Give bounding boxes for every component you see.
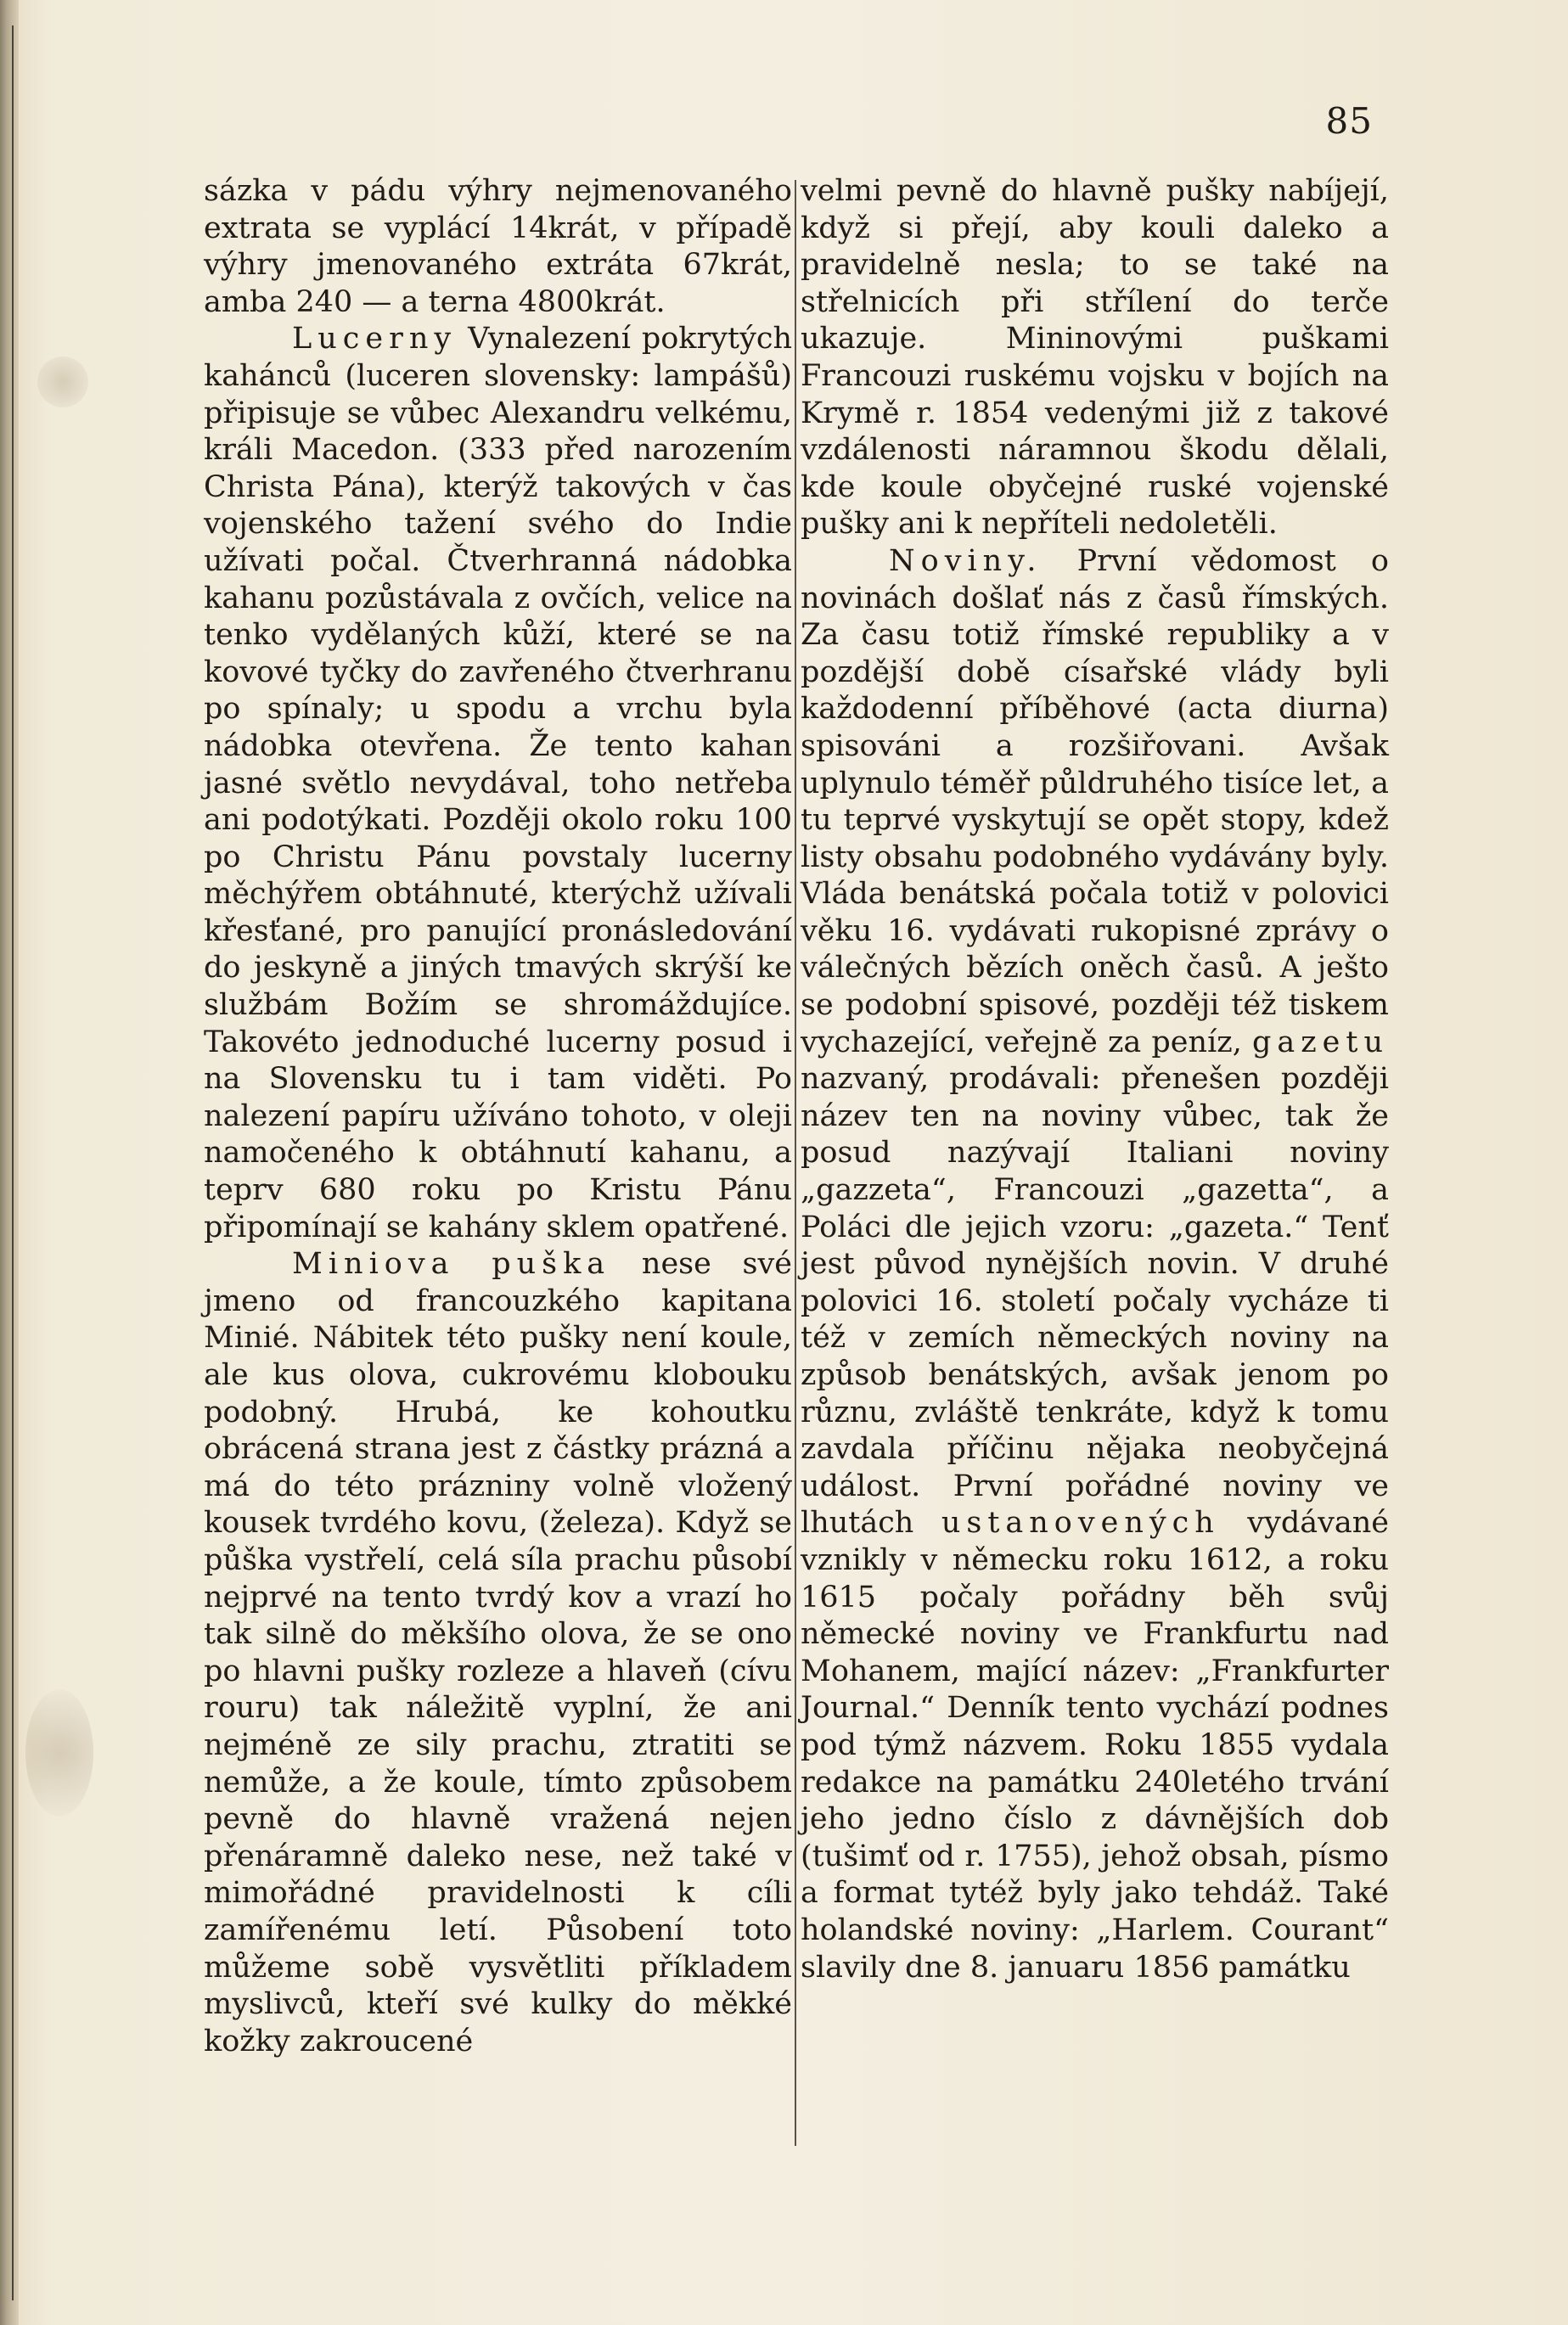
emphasis-ustanovenych: ustanovených (941, 1506, 1220, 1541)
paragraph-lottery-continued: sázka v pádu výhry nejmenovaného extrata se vyplácí 14krát, v případě výhry jmenovaného extráta 67krát, amba 240 — a terna 4800krát. (204, 174, 792, 319)
book-binding-edge (0, 0, 19, 2325)
paragraph-noviny (801, 543, 1389, 1986)
paragraph-lucerny (204, 321, 792, 1246)
paper-stain (37, 357, 88, 407)
entry-text-noviny-c: vydávané vznikly v německu roku 1612, a roku 1615 počaly pořádny běh svůj německé noviny ve Frankfurtu nad Mohanem, mající název: „Frankfurter Journal.“ Denník tento vychází podnes pod týmž názvem. Roku 1855 vydala redakce na památku 240letého trvání jeho jedno číslo z dávnějších dob (tušimť od r. 1755), jehož obsah, písmo a format tytéž byly jako tehdáž. Také holandské noviny: „Harlem. Courant“ slavily dne 8. januaru 1856 památku (801, 1506, 1390, 1985)
entry-text-miniova-puska: nese své jmeno od francouzkého kapitana Minié. Nábitek této pušky není koule, ale kus olova, cukrovému klobouku podobný. Hrubá, ke kohoutku obrácená strana jest z částky prázná a má do této prázniny volně vložený kousek tvrdého kovu, (železa). Když se půška vystřelí, celá síla prachu působí nejprvé na tento tvrdý kov a vrazí ho tak silně do měkšího olova, že se ono po hlavni pušky rozleze a hlaveň (cívu rouru) tak náležitě vyplní, že ani nejméně ze sily prachu, ztratiti se nemůže, a že koule, tímto způsobem pevně do hlavně vražená nejen přenáramně daleko nese, než také v mimořádné pravidelnosti k cíli zamířenému letí. Působení toto můžeme sobě vysvětliti příkladem myslivců, kteří své kulky do měkké kožky zakroucené (204, 1247, 792, 2058)
entry-text-lucerny: Vynalezení pokrytých kahánců (luceren slovensky: lampášů) připisuje se vůbec Alexandru velkému, králi Macedon. (333 před narozením Christa Pána), kterýž takových v čas vojenského tažení svého do Indie užívati počal. Čtverhranná nádobka kahanu pozůstávala z ovčích, velice na tenko vydělaných kůží, které se na kovové tyčky do zavřeného čtverhranu po spínaly; u spodu a vrchu byla nádobka otevřena. Že tento kahan jasné světlo nevydával, toho netřeba ani podotýkati. Později okolo roku 100 po Christu Pánu povstaly lucerny měchýřem obtáhnuté, kterýchž užívali křesťané, pro panující pronásledování do jeskyně a jiných tmavých skrýší ke službám Božím se shromáždujíce. Takovéto jednoduché lucerny posud i na Slovensku tu i tam viděti. Po nalezení papíru užíváno tohoto, v oleji namočeného k obtáhnutí kahanu, a teprv 680 roku po Kristu Pánu připomínají se kahány sklem opatřené. (204, 322, 792, 1244)
paragraph-rifle-continued: velmi pevně do hlavně pušky nabíjejí, když si přejí, aby kouli daleko a pravidelně nesla; to se také na střelnicích při střílení do terče ukazuje. Mininovými puškami Francouzi ruskému vojsku v bojích na Krymě r. 1854 vedenými již z takové vzdálenosti náramnou škodu dělali, kde koule obyčejné ruské vojenské pušky ani k nepříteli nedoletěli. (801, 174, 1389, 542)
entry-text-noviny-b: nazvaný, prodávali: přenešen později název ten na noviny vůbec, tak že posud nazývají Italiani noviny „gazzeta“, Francouzi „gazetta“, a Poláci dle jejich vzoru: „gazeta.“ Tenť jest původ nynějších novin. V druhé polovici 16. století počaly vycháze ti též v zemích německých noviny na způsob benátských, avšak jenom po různu, zvláště tenkráte, když k tomu zavdala příčinu nějaka neobyčejná událost. První pořádné noviny ve lhutách (801, 1062, 1389, 1541)
entry-term-miniova-puska: Miniova puška (292, 1247, 611, 1282)
entry-text-noviny-a: První vědomost o novinách došlať nás z časů římských. Za času totiž římské republiky a v pozdější době císařské vlády byli každodenní příběhové (acta diurna) spisováni a rozšiřovani. Avšak uplynulo téměř půldruhého tisíce let, a tu teprvé vyskytují se opět stopy, kdež listy obsahu podobného vydávány byly. Vláda benátská počala totiž v polovici věku 16. vydávati rukopisné zprávy o válečných bězích oněch časů. A ješto se podobní spisové, později též tiskem vychazející, veřejně za peníz, (801, 543, 1389, 1059)
page-number: 85 (1325, 100, 1373, 142)
binding-line (12, 25, 14, 2300)
entry-term-noviny: Noviny. (889, 543, 1043, 578)
emphasis-gazetu: gazetu (1251, 1025, 1389, 1059)
paragraph-miniova-puska (204, 1246, 792, 2060)
paper-stain (25, 1689, 93, 1817)
column-divider (795, 180, 796, 2146)
entry-term-lucerny: Lucerny (292, 322, 458, 357)
left-text-column (204, 173, 792, 2060)
right-text-column (801, 173, 1389, 1986)
